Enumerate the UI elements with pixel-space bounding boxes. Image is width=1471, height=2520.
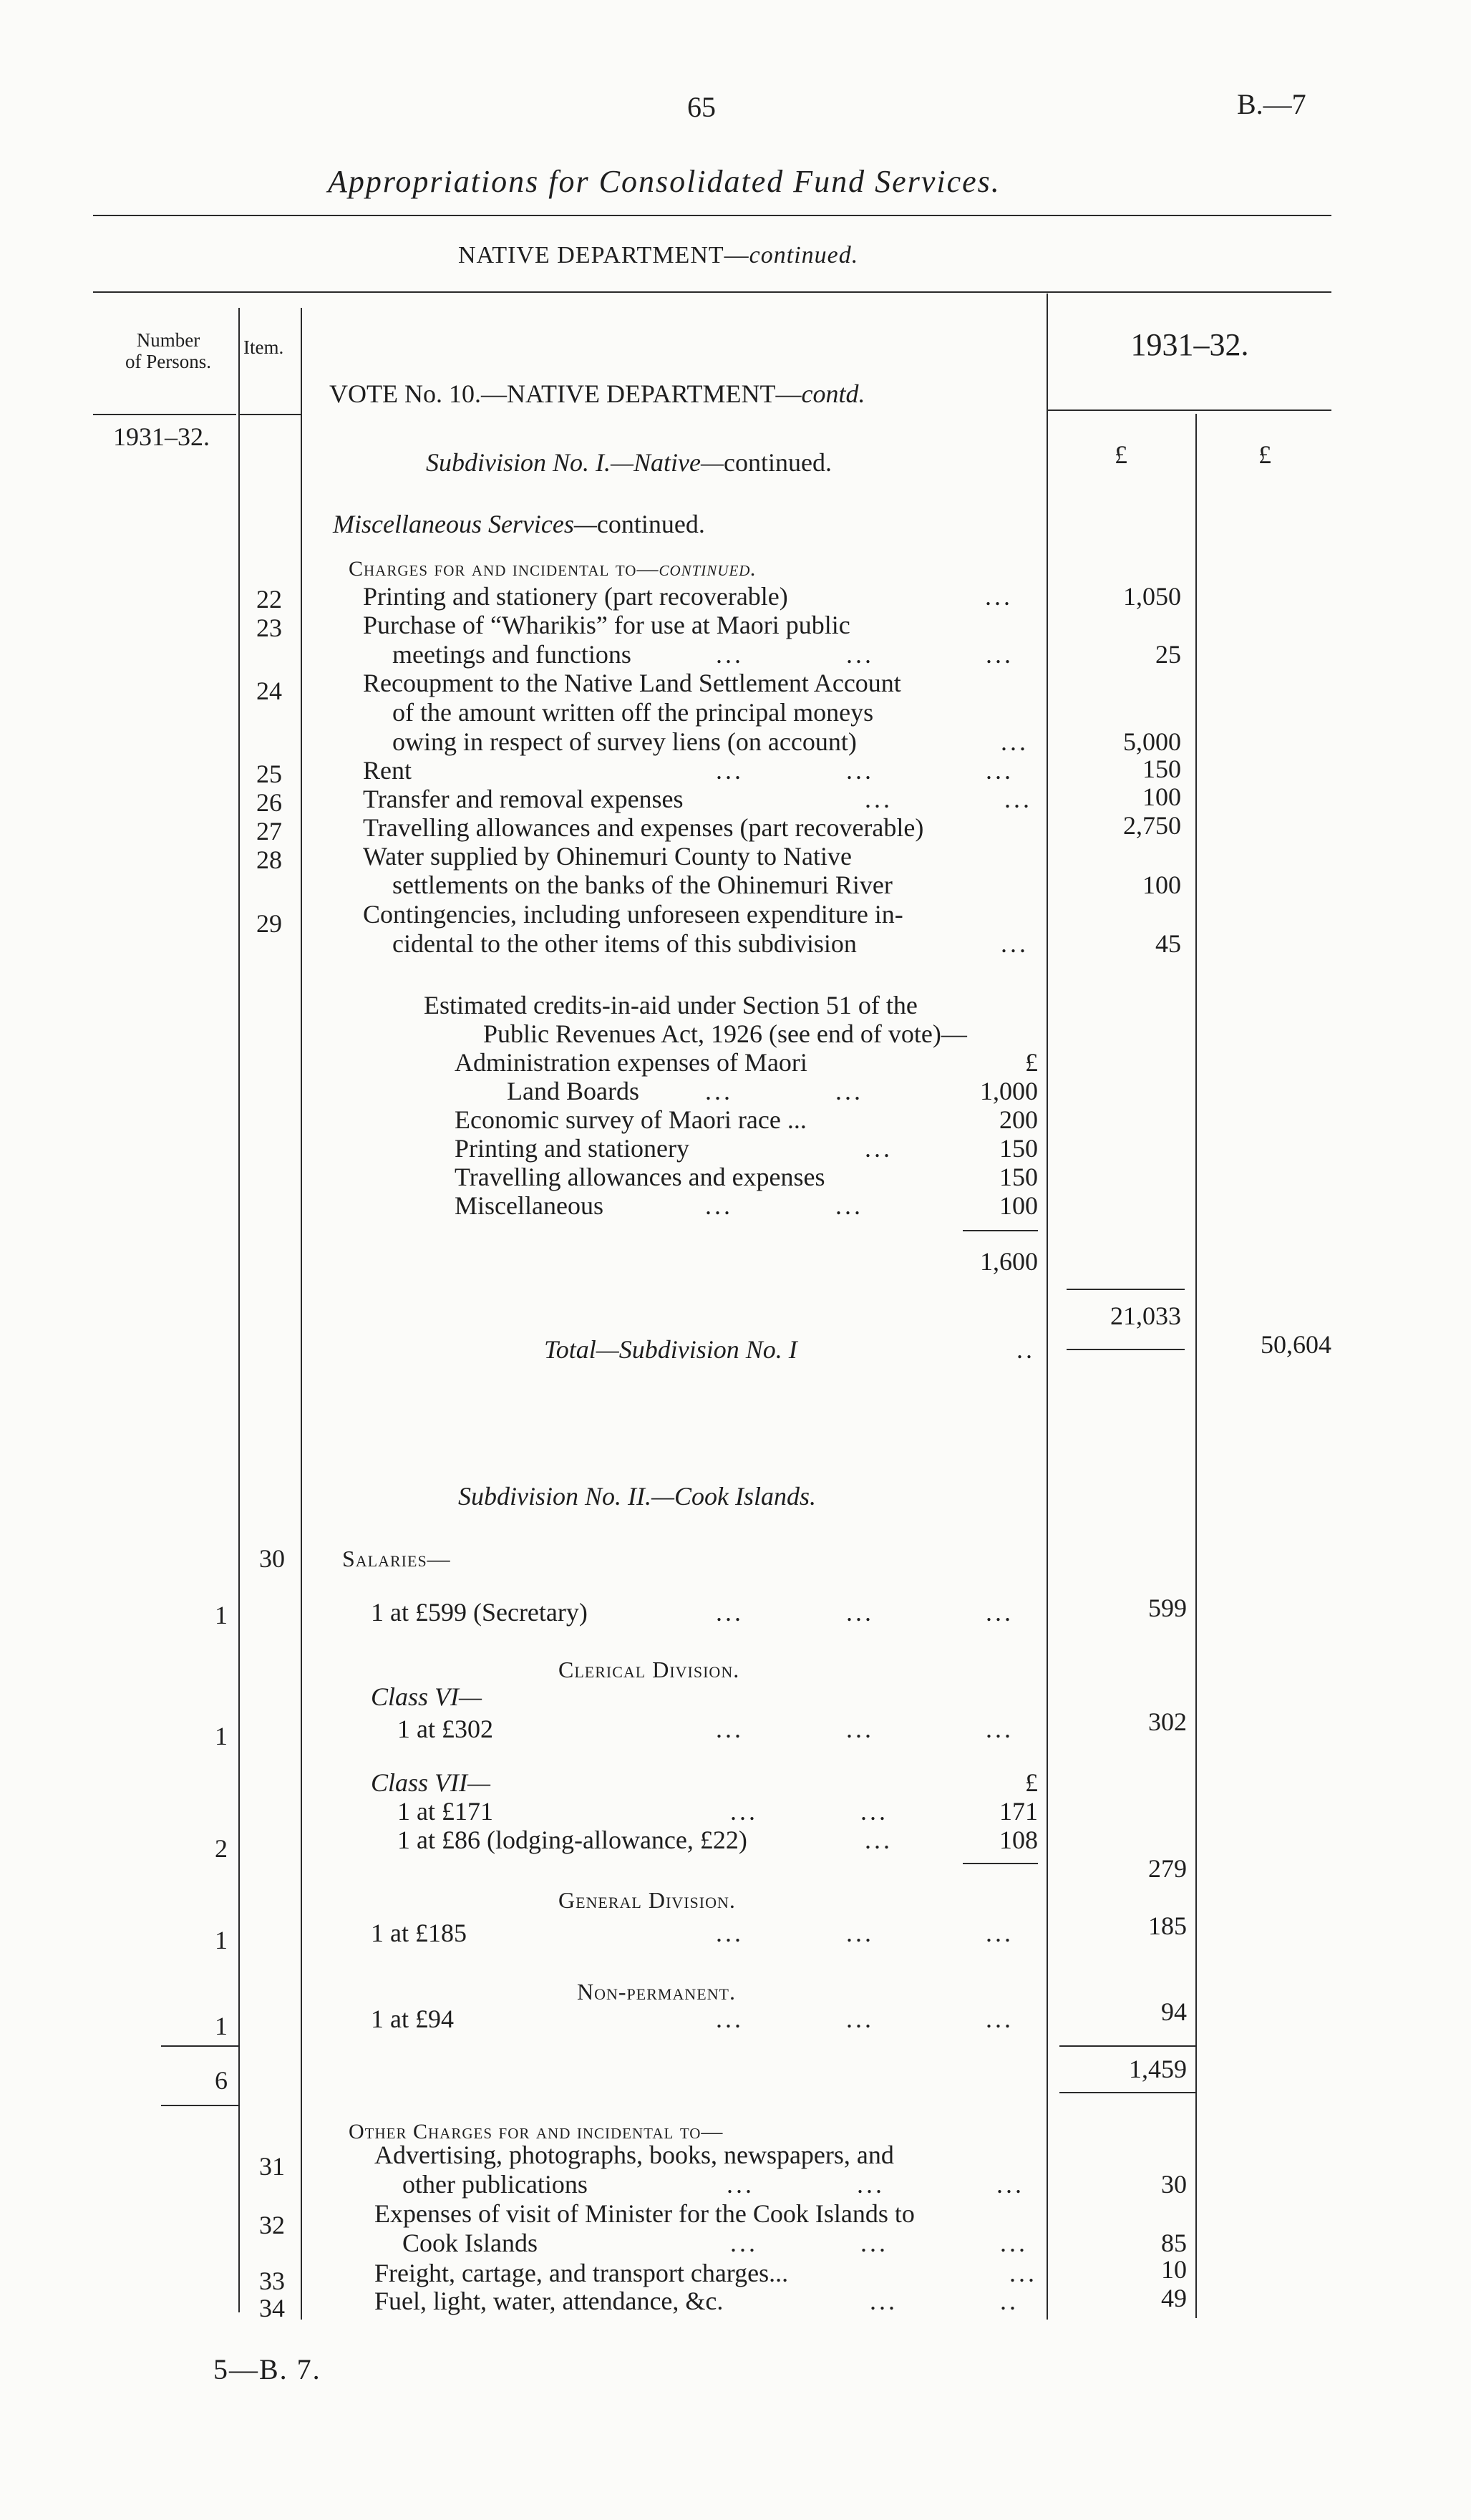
item-description: Fuel, light, water, attendance, &c.: [374, 2287, 724, 2315]
credits-heading: Estimated credits-in-aid under Section 51 of the: [424, 991, 918, 1019]
item-number: 29: [256, 909, 282, 938]
item-description: Purchase of “Wharikis” for use at Maori public: [363, 611, 850, 639]
item-amount: 45: [1155, 929, 1181, 958]
leader-dots: ... ... ...: [716, 2005, 1014, 2033]
item-amount: 5,000: [1123, 727, 1181, 756]
item-description: Rent: [363, 756, 412, 785]
salaries-sum-rule: [1059, 2045, 1195, 2047]
leader-dots: ..: [1016, 1335, 1035, 1364]
subdivision-2-heading: Subdivision No. II.—Cook Islands.: [458, 1482, 816, 1511]
salaries-total-underline: [1059, 2092, 1195, 2093]
credit-amount: 1,000: [980, 1077, 1038, 1105]
item-description: Water supplied by Ohinemuri County to Native: [363, 842, 852, 871]
credit-label: Miscellaneous: [455, 1191, 603, 1220]
credit-amount: 150: [999, 1134, 1038, 1163]
item-description-continued: cidental to the other items of this subdivision: [392, 929, 857, 958]
title-rule: [93, 215, 1331, 216]
pound-sign-col2: £: [1258, 440, 1271, 469]
salary-label: 1 at £599 (Secretary): [371, 1598, 588, 1627]
persons-total-underline: [161, 2105, 238, 2106]
description-column-rule: [1047, 294, 1048, 2320]
leader-dots: ... ...: [865, 785, 1032, 813]
page-number: 65: [687, 91, 716, 123]
item-number: 30: [259, 1544, 285, 1573]
item-description-continued: owing in respect of survey liens (on account): [392, 727, 857, 756]
item-amount: 85: [1161, 2229, 1187, 2257]
item-description-continued: Cook Islands: [402, 2229, 538, 2257]
item-number: 25: [256, 760, 282, 788]
item-column-rule: [301, 308, 302, 2320]
item-amount: 30: [1161, 2170, 1187, 2199]
persons-sum-rule: [161, 2045, 238, 2047]
item-number: 31: [259, 2152, 285, 2181]
subdivision-1-total-label: Total—Subdivision No. I: [544, 1335, 797, 1364]
leader-dots: ... ... ...: [730, 2229, 1028, 2257]
subdivision-1-subtotal: 21,033: [1110, 1302, 1181, 1330]
credits-heading-continued: Public Revenues Act, 1926 (see end of vote)—: [483, 1019, 967, 1048]
item-amount: 1,050: [1123, 582, 1181, 611]
item-header: Item.: [243, 336, 284, 358]
persons-year: 1931–32.: [113, 422, 210, 451]
leader-dots: ...: [865, 1826, 893, 1854]
credit-label: Administration expenses of Maori: [455, 1048, 807, 1077]
item-description-continued: settlements on the banks of the Ohinemuri River: [392, 871, 893, 899]
item-number: 33: [259, 2267, 285, 2295]
leader-dots: ... ... ...: [716, 756, 1014, 785]
item-amount: 10: [1161, 2255, 1187, 2284]
salary-sub-amount: 171: [999, 1797, 1038, 1826]
leader-dots: ... ...: [705, 1077, 863, 1105]
persons-count: 1: [215, 2012, 228, 2040]
item-amount: 25: [1155, 640, 1181, 669]
credit-label-continued: Land Boards: [507, 1077, 639, 1105]
item-number: 27: [256, 817, 282, 845]
credit-amount: 100: [999, 1191, 1038, 1220]
item-number: 28: [256, 845, 282, 874]
persons-total: 6: [215, 2066, 228, 2095]
salary-label: 1 at £94: [371, 2005, 454, 2033]
credit-amount: 200: [999, 1105, 1038, 1134]
persons-column-rule: [238, 308, 240, 2312]
leader-dots: ...: [1009, 2259, 1037, 2287]
salary-label: 1 at £302: [397, 1715, 493, 1743]
leader-dots: ...: [865, 1134, 893, 1163]
item-description-continued: of the amount written off the principal moneys: [392, 698, 874, 727]
misc-services-heading: Miscellaneous Services—continued.: [333, 510, 705, 538]
item-description: Freight, cartage, and transport charges...: [374, 2259, 789, 2287]
item-description: Recoupment to the Native Land Settlement Account: [363, 669, 901, 697]
salaries-total: 1,459: [1129, 2055, 1187, 2083]
document-reference: B.—7: [1237, 88, 1306, 120]
credits-sum-rule: [963, 1230, 1038, 1231]
salary-sub-amount: 108: [999, 1826, 1038, 1854]
item-description: Advertising, photographs, books, newspapers, and: [374, 2141, 894, 2169]
clerical-division-heading: Clerical Division.: [558, 1657, 740, 1682]
department-heading: NATIVE DEPARTMENT—continued.: [458, 242, 859, 268]
subtotal-underline: [1067, 1349, 1185, 1350]
persons-count: 1: [215, 1926, 228, 1954]
leader-dots: ...: [1001, 929, 1029, 958]
persons-count: 1: [215, 1722, 228, 1750]
item-amount: 2,750: [1123, 811, 1181, 840]
class-vii-pound-sign: £: [1025, 1768, 1038, 1797]
item-number: 24: [256, 677, 282, 705]
item-number: 23: [256, 614, 282, 642]
other-charges-heading: Other Charges for and incidental to—: [349, 2120, 724, 2143]
leader-dots: ...: [1001, 727, 1029, 756]
item-amount: 150: [1142, 755, 1181, 783]
item-number: 22: [256, 585, 282, 614]
salary-label: 1 at £185: [371, 1919, 467, 1947]
credit-label: Economic survey of Maori race ...: [455, 1105, 807, 1134]
year-header: 1931–32.: [1130, 327, 1249, 362]
salaries-heading: Salaries—: [342, 1546, 451, 1571]
persons-count: 2: [215, 1834, 228, 1863]
leader-dots: ... ... ...: [716, 1919, 1014, 1947]
charges-heading: Charges for and incidental to—continued.: [349, 557, 757, 581]
item-description-continued: other publications: [402, 2170, 588, 2199]
page-title: Appropriations for Consolidated Fund Services.: [328, 164, 1001, 199]
amount-column-rule: [1195, 414, 1197, 2318]
salary-amount: 94: [1161, 1997, 1187, 2026]
class-vi-heading: Class VI—: [371, 1682, 482, 1711]
credit-label: Travelling allowances and expenses: [455, 1163, 825, 1191]
credits-total: 1,600: [980, 1247, 1038, 1276]
item-amount: 100: [1142, 871, 1181, 899]
header-rule-item: [239, 414, 301, 415]
item-description: Travelling allowances and expenses (part recoverable): [363, 813, 924, 842]
salary-amount: 185: [1148, 1911, 1187, 1940]
item-number: 26: [256, 788, 282, 817]
leader-dots: ... ... ...: [716, 1715, 1014, 1743]
header-rule-persons: [93, 414, 236, 415]
pound-sign-col1: £: [1115, 440, 1127, 469]
leader-dots: ... ... ...: [727, 2170, 1024, 2199]
salary-amount: 599: [1148, 1594, 1187, 1622]
subtotal-rule: [1067, 1289, 1185, 1290]
class-vii-sum-rule: [963, 1863, 1038, 1864]
header-rule-year: [1047, 410, 1331, 411]
credit-label: Printing and stationery: [455, 1134, 689, 1163]
class-vii-total: 279: [1148, 1854, 1187, 1883]
non-permanent-heading: Non-permanent.: [577, 1979, 736, 2005]
subdivision-1-total: 50,604: [1261, 1330, 1331, 1359]
item-number: 32: [259, 2211, 285, 2239]
leader-dots: ... ... ...: [716, 1598, 1014, 1627]
leader-dots: ... ... ...: [716, 640, 1014, 669]
item-description: Contingencies, including unforeseen expenditure in-: [363, 900, 903, 929]
item-description: Transfer and removal expenses: [363, 785, 684, 813]
number-of-persons-header: Number of Persons.: [125, 329, 211, 372]
general-division-heading: General Division.: [558, 1887, 736, 1913]
table-top-rule: [93, 291, 1331, 293]
signature-mark: 5—B. 7.: [213, 2353, 321, 2385]
item-description: Printing and stationery (part recoverable): [363, 582, 788, 611]
item-description: Expenses of visit of Minister for the Cook Islands to: [374, 2199, 915, 2228]
class-vii-heading: Class VII—: [371, 1768, 491, 1797]
leader-dots: ... ...: [730, 1797, 888, 1826]
leader-dots: ...: [985, 582, 1013, 611]
leader-dots: ... ..: [870, 2287, 1019, 2315]
item-description-continued: meetings and functions: [392, 640, 631, 669]
salary-label: 1 at £171: [397, 1797, 493, 1826]
vote-title: VOTE No. 10.—NATIVE DEPARTMENT—contd.: [329, 379, 865, 408]
salary-amount: 302: [1148, 1707, 1187, 1736]
salary-label: 1 at £86 (lodging-allowance, £22): [397, 1826, 747, 1854]
leader-dots: ... ...: [705, 1191, 863, 1220]
persons-count: 1: [215, 1601, 228, 1629]
item-amount: 100: [1142, 782, 1181, 811]
credit-amount: 150: [999, 1163, 1038, 1191]
item-amount: 49: [1161, 2284, 1187, 2312]
credits-pound-sign: £: [1025, 1048, 1038, 1077]
item-number: 34: [259, 2294, 285, 2322]
subdivision-1-heading: Subdivision No. I.—Native—continued.: [426, 448, 832, 477]
